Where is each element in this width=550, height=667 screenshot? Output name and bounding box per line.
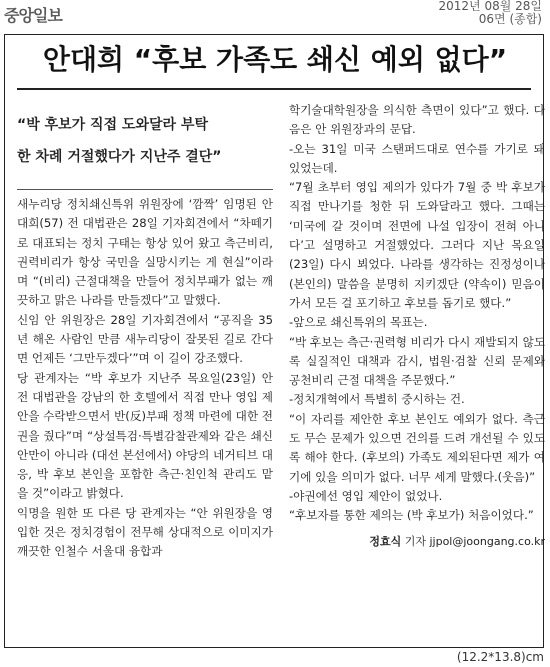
body-column-left [17,195,273,562]
dateline [382,0,542,26]
headline-rule [17,88,531,90]
paragraph: -야권에선 영입 제안이 없었나. [289,488,443,503]
paragraph: 학기술대학원장을 의식한 측면이 있다”고 했다. 다음은 안 위원장과의 문답. [289,103,545,137]
paragraph: “이 자리를 제안한 후보 본인도 예외가 없다. 측근도 무슨 문제가 있으면 건의를 드려 개선될 수 있도록 해야 한다. (후보의) 가족도 제외된다면 제가 여기에 있을 의미가 없다. 너무 세게 말했다.(웃음)” [289,411,545,484]
deck-rule [17,189,273,190]
paragraph: -오는 31일 미국 스탠퍼드대로 연수를 가기로 돼 있었는데. [289,141,545,175]
byline [289,532,545,551]
paragraph: 새누리당 정치쇄신특위 위원장에 ‘깜짝’ 임명된 안대희(57) 전 대법관은 28일 기자회견에서 “차떼기로 대표되는 정치 구태는 항상 있어 왔고 측근비리, 권력비리가 항상 국민을 실망시키는 게 현실”이라며 “(비리) 근절대책을 만들어 정치부패가 없는 깨끗하고 맑은 나라를 만들겠다”고 말했다. [17,197,273,308]
deck [17,109,273,173]
paragraph: -앞으로 쇄신특위의 목표는. [289,315,428,330]
deck-line-1: “박 후보가 직접 도와달라 부탁 [17,117,208,133]
article-frame [4,34,544,648]
newspaper-logo: 중앙일보 [4,6,62,25]
paragraph: “박 후보는 측근·권력형 비리가 다시 재발되지 않도록 실질적인 대책과 감시, 법원·검찰 신뢰 문제와 공천비리 근절 대책을 주문했다.” [289,334,545,388]
masthead [0,0,550,34]
headline: 안대희 “후보 가족도 쇄신 예외 없다” [42,43,508,76]
reporter-email: 기자 jjpol@joongang.co.kr [404,534,545,548]
body-column-right [289,101,545,551]
paragraph: 익명을 원한 또 다른 당 관계자는 “안 위원장을 영입한 것은 정치경험이 전무해 상대적으로 이미지가 깨끗한 인철수 서울대 융합과 [17,505,273,559]
deck-line-2: 한 차례 거절했다가 지난주 결단” [17,149,222,165]
paragraph: 당 관계자는 “박 후보가 지난주 목요일(23일) 안 전 대법관을 강남의 한 호텔에서 직접 만나 영입 제안을 수락받으면서 반(反)부패 정책 마련에 대한 전권을 줬다”며 “상설특검·특별감찰관제와 같은 쇄신안만이 아니라 (대선 본선에서) 야당의 네거티브 대응, 박 후보 본인을 포함한 측근·친인척 관리도 맡을 것”이라고 밝혔다. [17,370,273,501]
paragraph: “후보자를 통한 제의는 (박 후보가) 처음이었다.” [289,508,534,523]
reporter-name: 정효식 [369,534,402,548]
publish-date: 2012년 08월 28일 [438,0,542,13]
paragraph: “7월 초부터 영입 제의가 있다가 7월 중 박 후보가 직접 만나기를 청한 뒤 도와달라고 했다. 그때는 ‘미국에 갈 것이며 전면에 나설 입장이 전혀 아니다’고 설명하고 거절했었다. 그러다 지난 목요일(23일) 다시 뵈었다. 나라를 생각하는 진정성이나 (본인의) 말씀을 분명히 지키겠단 (약속이) 믿음이 가서 모든 걸 포기하고 후보를 돕기로 했다.” [289,180,545,310]
paragraph: 신임 안 위원장은 28일 기자회견에서 “공직을 35년 해온 사람인 만큼 새누리당이 잘못된 길로 간다면 언제든 ‘그만두겠다’”며 이 길이 강조했다. [17,312,273,366]
page-number: 06면 (종합) [478,12,542,26]
paragraph: -정치개혁에서 특별히 중시하는 건. [289,392,465,407]
clipping-size: (12.2*13.8)cm [456,650,544,664]
